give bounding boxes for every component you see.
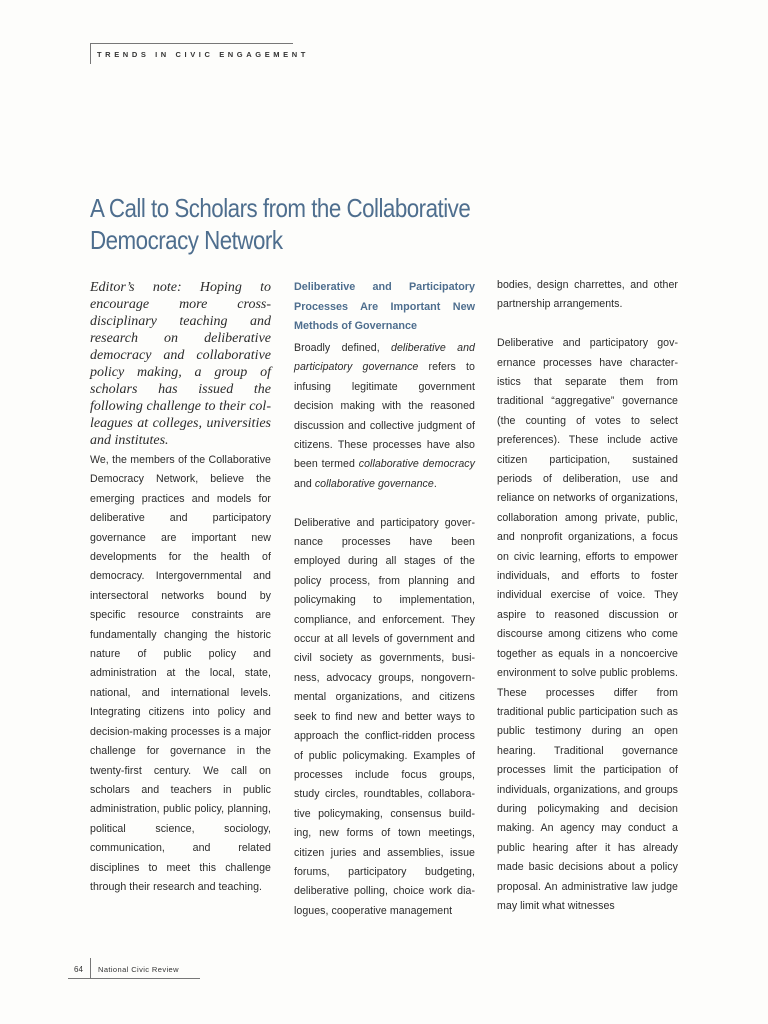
body-paragraph: Deliberative and participatory governance processes have been employed during all stages of the policy process, from planning and policymaking to implementation, compliance, and enforcement. They occur at all levels of government and civil society as governments, business, advocacy groups, nongovernmental organizations, and citizens seek to find new and better ways to approach the conflict-ridden process of public policymaking. Examples of processes include focus groups, study circles, roundtables, collaborative policymaking, consensus building, new forms of town meetings, citizen juries and assemblies, issue forums, participatory budgeting, deliberative polling, choice work dialogues, cooperative management [294, 516, 475, 917]
body-paragraph [294, 339, 475, 494]
running-head: TRENDS IN CIVIC ENGAGEMENT [90, 43, 293, 64]
column-3 [497, 276, 678, 916]
paragraph-gap [294, 494, 475, 513]
text-run: refers to infusing legitimate government decision making with the reasoned discussion and collective judgment of citizens. These processes have also been termed [294, 361, 475, 471]
column-2 [294, 339, 475, 921]
footer-divider [90, 958, 91, 978]
body-paragraph: We, the members of the Collaborative Democracy Network, believe the emerging practices and models for deliberative and participatory governance are important new developments for the health of democracy. Intergovernmental and intersectoral networks bound by specific resource constraints are fundamentally changing the historic nature of public policy and administration at the local, state, national, and international levels. Integrating citizens into policy and decision-making processes is a major challenge for governance in the twenty-first century. We call on scholars and teachers in public administration, public policy, planning, political science, sociology, communication, and related disciplines to meet this challenge through their research and teaching. [90, 454, 271, 893]
paragraph-gap [497, 315, 678, 334]
text-run: . [433, 477, 437, 490]
column-1 [90, 451, 271, 897]
body-paragraph: bodies, design charrettes, and other partnership arrangements. [497, 279, 678, 311]
editors-note: Editor’s note: Hoping to encourage more cross-disciplinary teaching and research on deliberative democracy and collaborative policy making, a group of scholars has issued the following challenge to their colleagues at colleges, universities and institutes. [90, 280, 271, 448]
section-subhead: Deliberative and Participatory Processes Are Important New Methods of Governance [294, 281, 475, 332]
body-paragraph: Deliberative and participatory governance processes have characteristics that separate them from traditional “aggregative” governance (the counting of votes to select preferences). These include active citizen participation, sustained periods of deliberation, use and reliance on networks of organizations, collaboration among private, public, and nonprofit organizations, a focus on civic learning, efforts to empower individuals, and efforts to foster individual exercise of voice. They aspire to reasoned discussion or discourse among citizens who come together as equals in a noncoercive environment to solve public problems. These processes differ from traditional public participation such as public testimony during an open hearing. Traditional governance processes limit the participation of individuals, organizations, and groups during policymaking and decision making. An agency may conduct a public hearing after it has already made basic decisions about a policy proposal. An administrative law judge may limit what witnesses [497, 337, 678, 912]
page-number: 64 [74, 965, 83, 974]
article-title [90, 192, 494, 256]
journal-name: National Civic Review [98, 965, 179, 974]
title-line-1: A Call to Scholars from the Collaborative [90, 193, 471, 223]
text-run: Broadly defined, [294, 342, 392, 354]
text-run: and [294, 477, 315, 490]
italic-term: collaborative governance [314, 477, 434, 490]
title-line-2: Democracy Network [90, 225, 283, 255]
page-footer [68, 958, 200, 979]
italic-term: deliberative and participatory governance [294, 342, 475, 374]
italic-term: collaborative democracy [358, 458, 475, 471]
